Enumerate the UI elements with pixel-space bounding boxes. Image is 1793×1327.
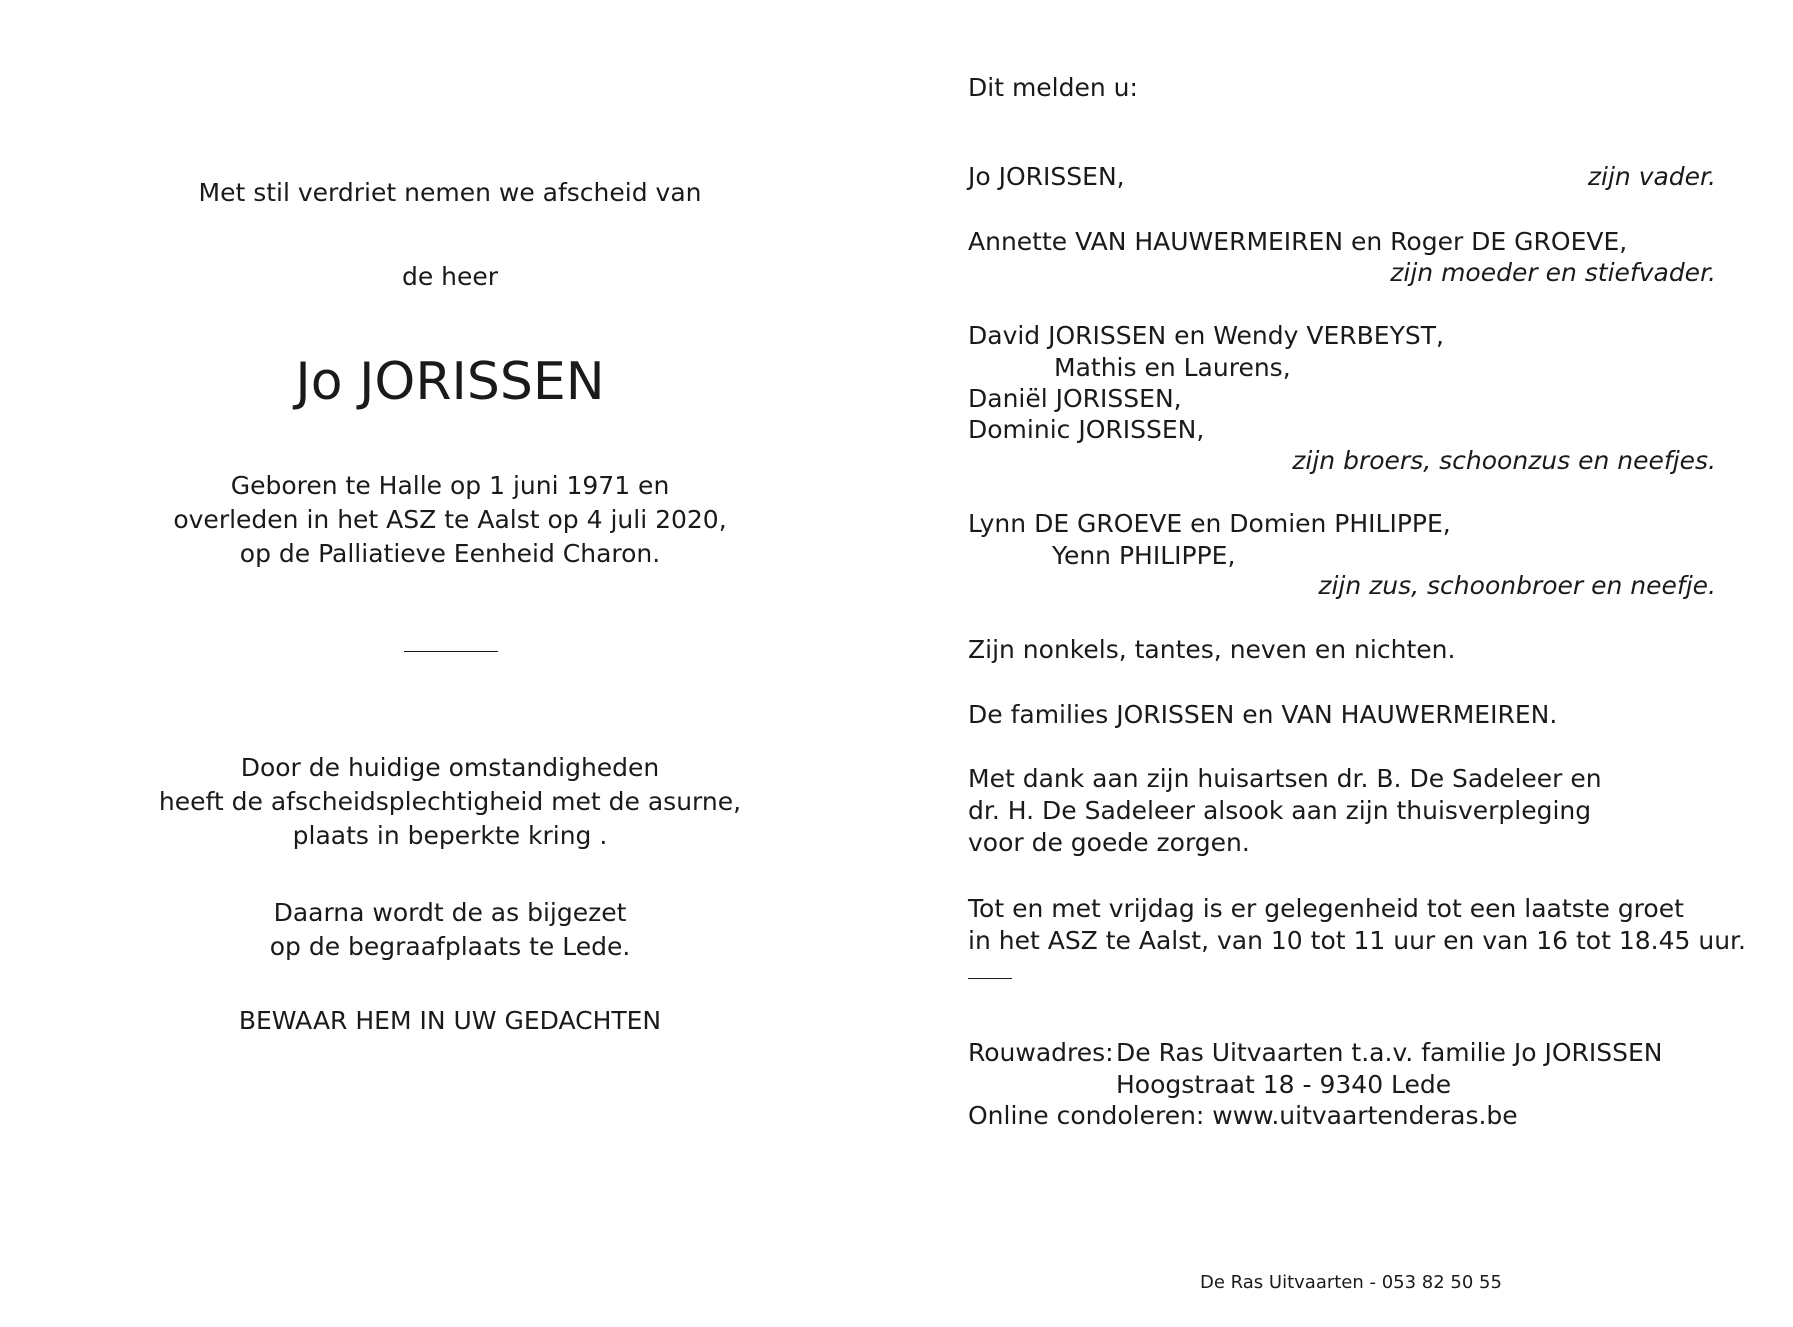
brothers-line-1: David JORISSEN en Wendy VERBEYST, bbox=[968, 321, 1444, 350]
brothers-relation: zijn broers, schoonzus en neefjes. bbox=[1292, 446, 1716, 475]
sister-line-2: Yenn PHILIPPE, bbox=[1052, 541, 1236, 570]
title-text: de heer bbox=[401, 262, 499, 291]
footer-funeral-home: De Ras Uitvaarten - 053 82 50 55 bbox=[1200, 1272, 1502, 1293]
thanks-line-3: voor de goede zorgen. bbox=[968, 828, 1250, 857]
burial-line-2: op de begraafplaats te Lede. bbox=[269, 932, 631, 961]
visit-line-2: in het ASZ te Aalst, van 10 tot 11 uur en van 16 tot 18.45 uur. bbox=[968, 926, 1746, 955]
visit-line-1: Tot en met vrijdag is er gelegenheid tot een laatste groet bbox=[968, 894, 1684, 923]
father-name: Jo JORISSEN, bbox=[968, 162, 1125, 191]
mother-relation: zijn moeder en stiefvader. bbox=[1390, 258, 1716, 287]
ceremony-line-2: heeft de afscheidsplechtigheid met de asurne, bbox=[158, 787, 742, 816]
sister-relation: zijn zus, schoonbroer en neefje. bbox=[1318, 571, 1716, 600]
brothers-line-4: Dominic JORISSEN, bbox=[968, 415, 1205, 444]
address-line-2: Hoogstraat 18 - 9340 Lede bbox=[1116, 1070, 1452, 1099]
intro-text: Met stil verdriet nemen we afscheid van bbox=[198, 178, 702, 207]
online-condolence: Online condoleren: www.uitvaartenderas.be bbox=[968, 1101, 1518, 1130]
burial-line-1: Daarna wordt de as bijgezet bbox=[273, 898, 627, 927]
thanks-line-1: Met dank aan zijn huisartsen dr. B. De Sadeleer en bbox=[968, 764, 1602, 793]
brothers-line-3: Daniël JORISSEN, bbox=[968, 384, 1182, 413]
address-line-1: De Ras Uitvaarten t.a.v. familie Jo JORISSEN bbox=[1116, 1038, 1663, 1067]
closing-text: BEWAAR HEM IN UW GEDACHTEN bbox=[238, 1006, 662, 1035]
birth-line-2: overleden in het ASZ te Aalst op 4 juli 2020, bbox=[173, 505, 727, 534]
ceremony-line-1: Door de huidige omstandigheden bbox=[240, 753, 660, 782]
relatives-text: Zijn nonkels, tantes, neven en nichten. bbox=[968, 635, 1456, 664]
address-label: Rouwadres: bbox=[968, 1038, 1114, 1067]
mother-name: Annette VAN HAUWERMEIREN en Roger DE GROEVE, bbox=[968, 227, 1628, 256]
divider-left bbox=[404, 651, 498, 652]
divider-right bbox=[968, 978, 1012, 979]
families-text: De families JORISSEN en VAN HAUWERMEIREN. bbox=[968, 700, 1558, 729]
thanks-line-2: dr. H. De Sadeleer alsook aan zijn thuisverpleging bbox=[968, 796, 1592, 825]
ceremony-line-3: plaats in beperkte kring . bbox=[292, 821, 608, 850]
announce-heading: Dit melden u: bbox=[968, 73, 1138, 102]
birth-line-3: op de Palliatieve Eenheid Charon. bbox=[239, 539, 661, 568]
birth-line-1: Geboren te Halle op 1 juni 1971 en bbox=[230, 471, 670, 500]
father-relation: zijn vader. bbox=[1587, 162, 1716, 191]
brothers-line-2: Mathis en Laurens, bbox=[1054, 353, 1291, 382]
deceased-name: Jo JORISSEN bbox=[295, 352, 605, 412]
sister-line-1: Lynn DE GROEVE en Domien PHILIPPE, bbox=[968, 509, 1451, 538]
